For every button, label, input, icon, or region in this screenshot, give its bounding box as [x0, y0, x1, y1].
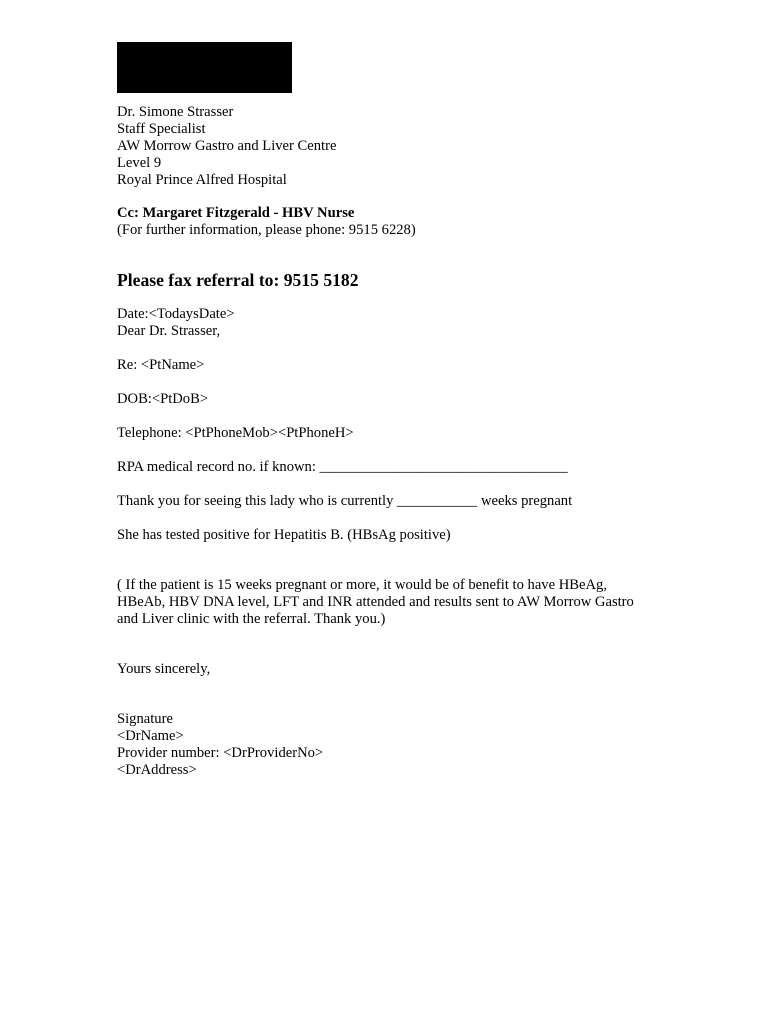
- cc-phone-info: (For further information, please phone: 9515 6228): [117, 222, 416, 238]
- recipient-name: Dr. Simone Strasser: [117, 104, 234, 120]
- recipient-hospital: Royal Prince Alfred Hospital: [117, 172, 287, 188]
- date-salutation: [117, 306, 677, 340]
- doctor-address: <DrAddress>: [117, 762, 197, 778]
- recipient-title: Staff Specialist: [117, 121, 206, 137]
- hep-b-line: [117, 527, 677, 544]
- closing: Yours sincerely,: [117, 661, 211, 677]
- cc-line: Cc: Margaret Fitzgerald - HBV Nurse: [117, 205, 355, 221]
- hep-b-status: She has tested positive for Hepatitis B. (HBsAg positive): [117, 527, 451, 543]
- medical-record-number: RPA medical record no. if known: __________________________________: [117, 459, 568, 475]
- telephone-line: [117, 425, 677, 442]
- re-line: [117, 357, 677, 374]
- cc-block: [117, 205, 677, 239]
- salutation: Dear Dr. Strasser,: [117, 323, 221, 339]
- clinical-note: ( If the patient is 15 weeks pregnant or more, it would be of benefit to have HBeAg, HBeAb, HBV DNA level, LFT and INR attended and results sent to AW Morrow Gastro and Liver clinic with the referral. Thank you.): [117, 577, 634, 627]
- dob-line: [117, 391, 677, 408]
- patient-name: Re: <PtName>: [117, 357, 205, 373]
- pregnancy-weeks: Thank you for seeing this lady who is currently ___________ weeks pregnant: [117, 493, 573, 509]
- signature-label: Signature: [117, 711, 173, 727]
- fax-heading: Please fax referral to: 9515 5182: [117, 270, 359, 290]
- pregnancy-line: [117, 493, 677, 510]
- recipient-department: AW Morrow Gastro and Liver Centre: [117, 138, 337, 154]
- provider-number: Provider number: <DrProviderNo>: [117, 745, 324, 761]
- record-no-line: [117, 459, 677, 476]
- letter-date: Date:<TodaysDate>: [117, 306, 235, 322]
- doctor-name: <DrName>: [117, 728, 184, 744]
- patient-telephone: Telephone: <PtPhoneMob><PtPhoneH>: [117, 425, 354, 441]
- recipient-address: [117, 104, 677, 189]
- letter-page: [117, 42, 677, 779]
- recipient-level: Level 9: [117, 155, 162, 171]
- signature-block: [117, 711, 677, 779]
- patient-dob: DOB:<PtDoB>: [117, 391, 209, 407]
- redacted-logo-block: [117, 42, 292, 93]
